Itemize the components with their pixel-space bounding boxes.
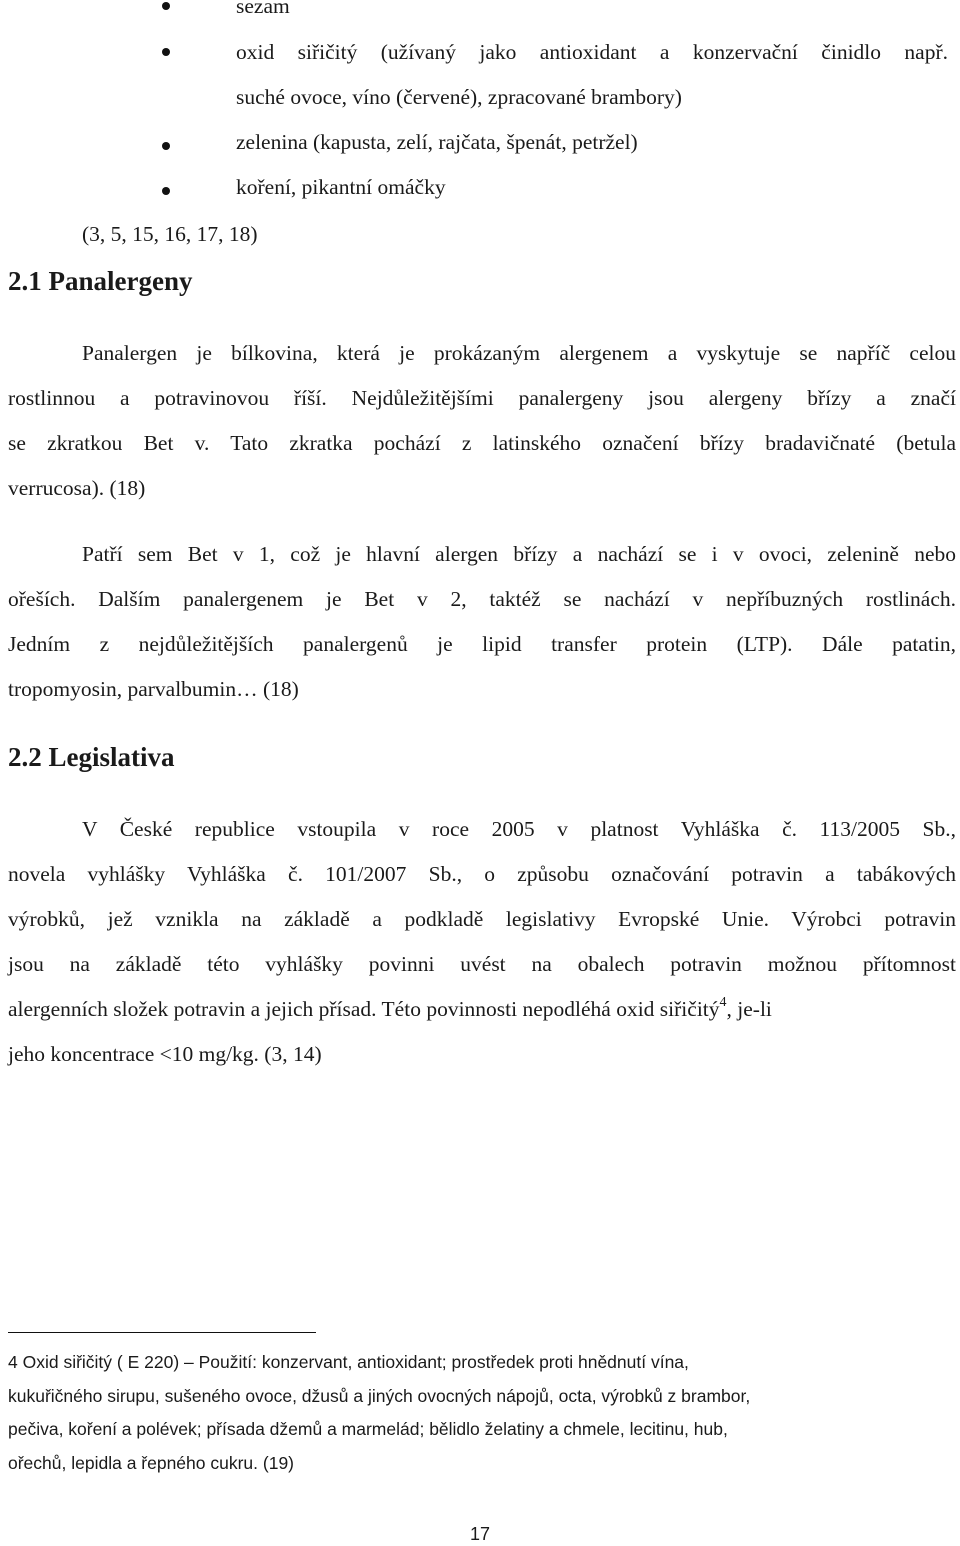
footnote-line: 4 Oxid siřičitý ( E 220) – Použití: konzervant, antioxidant; prostředek proti hnědnutí vína, bbox=[8, 1352, 689, 1372]
footnote-divider bbox=[8, 1332, 316, 1333]
list-item: sezam bbox=[236, 0, 290, 18]
paragraph-line bbox=[8, 995, 956, 1023]
footnote-marker[interactable]: 4 bbox=[719, 994, 727, 1010]
bullet-icon bbox=[162, 48, 170, 56]
paragraph-line: ořeších. Dalším panalergenem je Bet v 2, taktéž se nachází v nepříbuzných rostlinách. bbox=[8, 587, 956, 611]
footnote-line: pečiva, koření a polévek; přísada džemů a marmelád; bělidlo želatiny a chmele, lecitinu, hub, bbox=[8, 1419, 728, 1439]
paragraph-line: novela vyhlášky Vyhláška č. 101/2007 Sb., o způsobu označování potravin a tabákových bbox=[8, 862, 956, 886]
list-item: koření, pikantní omáčky bbox=[236, 175, 446, 199]
paragraph-line: rostlinnou a potravinovou říší. Nejdůležitějšími panalergeny jsou alergeny břízy a značí bbox=[8, 386, 956, 410]
paragraph-line: V České republice vstoupila v roce 2005 v platnost Vyhláška č. 113/2005 Sb., bbox=[82, 817, 956, 841]
list-item: zelenina (kapusta, zelí, rajčata, špenát, petržel) bbox=[236, 130, 638, 154]
page-number: 17 bbox=[469, 1524, 491, 1544]
list-item-continuation: suché ovoce, víno (červené), zpracované brambory) bbox=[236, 85, 682, 109]
section-heading: 2.1 Panalergeny bbox=[8, 266, 193, 296]
bullet-icon bbox=[162, 187, 170, 195]
footnote-line: ořechů, lepidla a řepného cukru. (19) bbox=[8, 1453, 295, 1473]
paragraph-line: jsou na základě této vyhlášky povinni uvést na obalech potravin možnou přítomnost bbox=[8, 952, 956, 976]
paragraph-text: , je-li bbox=[726, 997, 772, 1021]
paragraph-line: verrucosa). (18) bbox=[8, 476, 146, 500]
section-heading: 2.2 Legislativa bbox=[8, 742, 175, 772]
paragraph-line: Patří sem Bet v 1, což je hlavní alergen břízy a nachází se i v ovoci, zelenině nebo bbox=[82, 542, 956, 566]
list-item: oxid siřičitý (užívaný jako antioxidant a konzervační činidlo např. bbox=[236, 40, 948, 64]
paragraph-line: Panalergen je bílkovina, která je prokázaným alergenem a vyskytuje se napříč celou bbox=[82, 341, 956, 365]
paragraph-line: výrobků, jež vznikla na základě a podkladě legislativy Evropské Unie. Výrobci potravin bbox=[8, 907, 956, 931]
bullet-icon bbox=[162, 2, 170, 10]
paragraph-line: jeho koncentrace <10 mg/kg. (3, 14) bbox=[8, 1042, 322, 1066]
paragraph-line: Jedním z nejdůležitějších panalergenů je lipid transfer protein (LTP). Dále patatin, bbox=[8, 632, 956, 656]
bullet-icon bbox=[162, 142, 170, 150]
paragraph-text: alergenních složek potravin a jejich přísad. Této povinnosti nepodléhá oxid siřičitý bbox=[8, 997, 720, 1021]
list-citation: (3, 5, 15, 16, 17, 18) bbox=[82, 222, 258, 246]
paragraph-line: se zkratkou Bet v. Tato zkratka pochází z latinského označení břízy bradavičnaté (betula bbox=[8, 431, 956, 455]
footnote-line: kukuřičného sirupu, sušeného ovoce, džusů a jiných ovocných nápojů, octa, výrobků z brambor, bbox=[8, 1386, 751, 1406]
paragraph-line: tropomyosin, parvalbumin… (18) bbox=[8, 677, 299, 701]
